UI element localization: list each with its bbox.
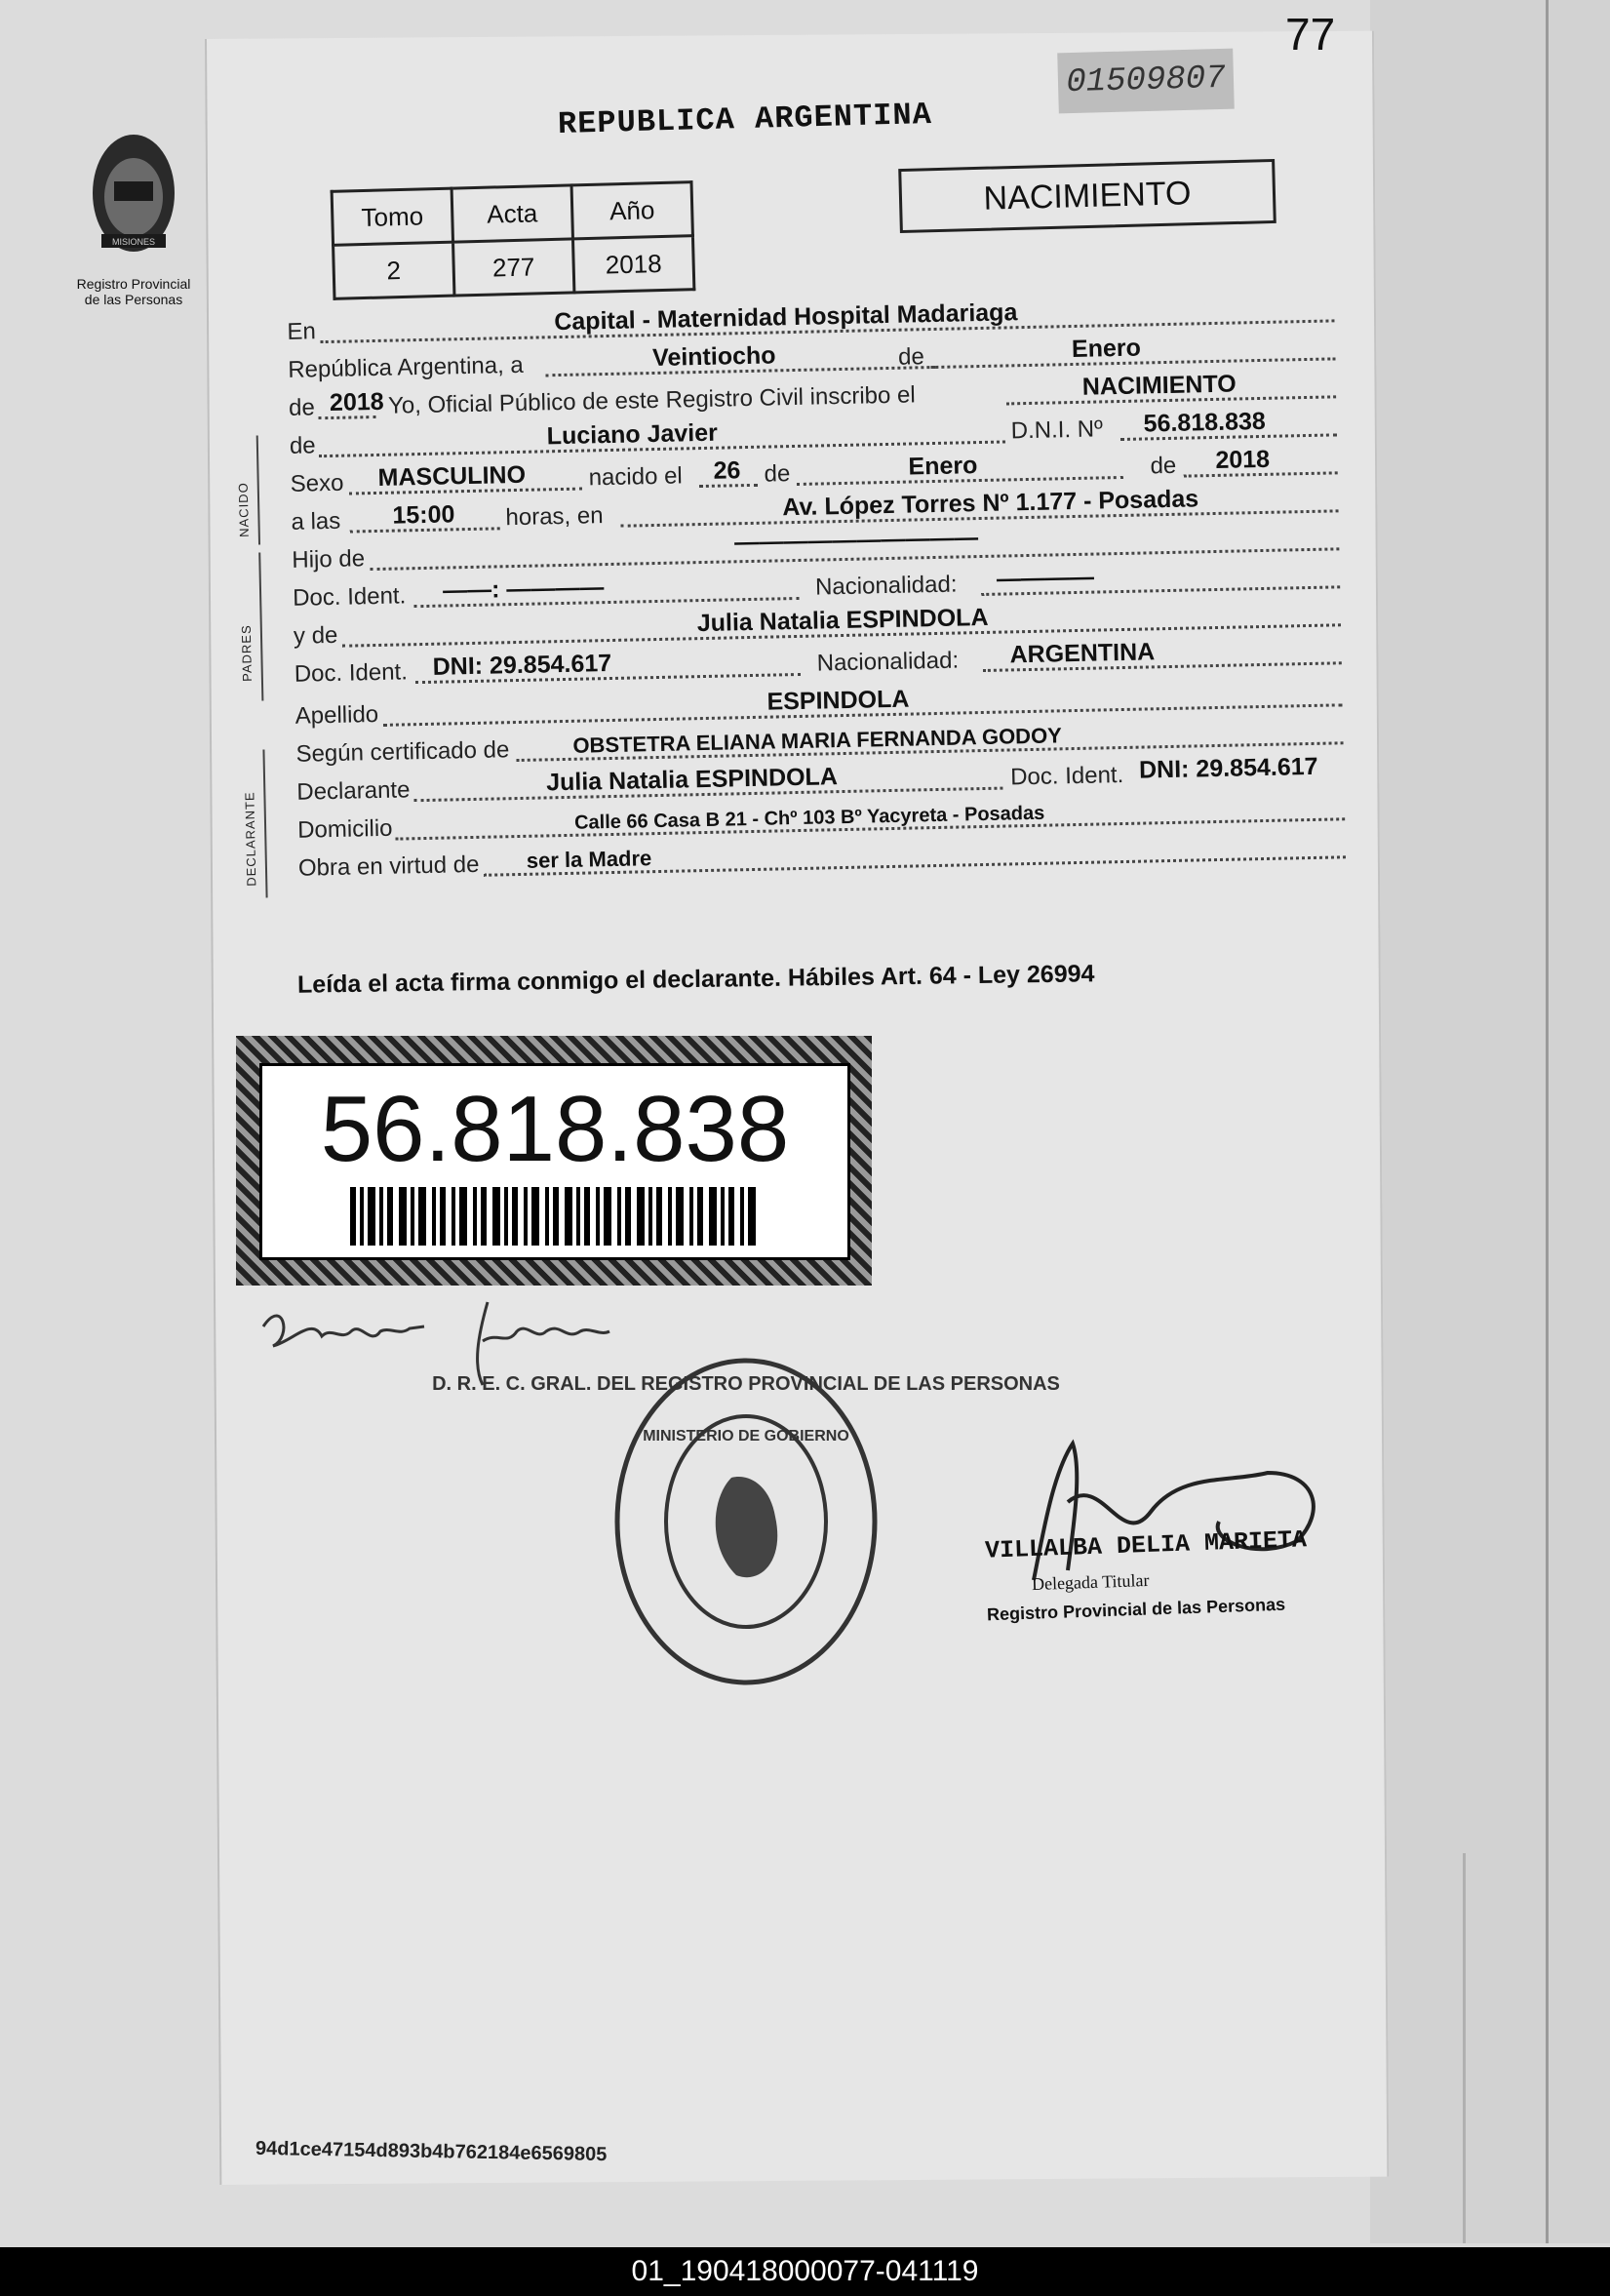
logo-caption-2: de las Personas bbox=[84, 292, 183, 307]
label-republica: República Argentina, a bbox=[288, 351, 525, 383]
value-declarante-name: Julia Natalia ESPINDOLA bbox=[545, 763, 839, 797]
barcode-icon bbox=[350, 1187, 760, 1246]
closing-statement: Leída el acta firma conmigo el declarante. Hábiles Art. 64 - Ley 26994 bbox=[296, 960, 1095, 999]
official-signature bbox=[975, 1434, 1336, 1590]
header-anio: Año bbox=[571, 182, 692, 239]
barcode-dni-number: 56.818.838 bbox=[320, 1077, 790, 1181]
label-de-3: de bbox=[1150, 452, 1177, 480]
label-doc-ident-2: Doc. Ident. bbox=[294, 658, 409, 688]
value-apellido: ESPINDOLA bbox=[766, 685, 910, 716]
label-y-de: y de bbox=[293, 621, 338, 650]
label-oficial: Yo, Oficial Público de este Registro Civil inscribo el bbox=[387, 381, 916, 419]
label-dni: D.N.I. Nº bbox=[1010, 416, 1104, 445]
record-table bbox=[331, 180, 696, 300]
label-doc-ident-3: Doc. Ident. bbox=[1009, 762, 1124, 791]
seal-inner-text: MINISTERIO DE GOBIERNO bbox=[643, 1428, 849, 1445]
value-father-nat: ———— bbox=[996, 563, 1095, 593]
registry-logo bbox=[60, 125, 207, 307]
label-de: de bbox=[897, 343, 925, 371]
value-birth-day: 26 bbox=[713, 456, 741, 485]
value-certificado: OBSTETRA ELIANA MARIA FERNANDA GODOY bbox=[572, 723, 1063, 758]
side-label-declarante: DECLARANTE bbox=[242, 791, 259, 887]
serial-number: 01509807 bbox=[1057, 49, 1235, 114]
page-number: 77 bbox=[1285, 9, 1336, 59]
value-declarante-doc: DNI: 29.854.617 bbox=[1138, 752, 1318, 784]
value-mother-doc: DNI: 29.854.617 bbox=[432, 649, 612, 681]
adjacent-page-strip bbox=[1370, 0, 1610, 2243]
header-acta: Acta bbox=[452, 185, 572, 242]
label-segun: Según certificado de bbox=[295, 736, 510, 768]
value-tomo: 2 bbox=[334, 242, 454, 298]
value-father-doc: ——: ———— bbox=[442, 574, 605, 605]
label-declarante: Declarante bbox=[296, 776, 411, 806]
header-tomo: Tomo bbox=[332, 188, 452, 245]
value-sexo: MASCULINO bbox=[377, 460, 527, 492]
value-year: 2018 bbox=[329, 387, 384, 416]
value-mother-nat: ARGENTINA bbox=[1009, 638, 1156, 669]
seal-outer-text: D. R. E. C. GRAL. DEL REGISTRO PROVINCIAL DE LAS PERSONAS bbox=[432, 1373, 1060, 1395]
footer-filename: 01_190418000077-041119 bbox=[631, 2255, 979, 2287]
logo-caption-1: Registro Provincial bbox=[76, 276, 191, 292]
label-de-year: de bbox=[288, 394, 316, 421]
label-nacionalidad-2: Nacionalidad: bbox=[816, 647, 960, 677]
record-table-value-row bbox=[334, 236, 694, 299]
coat-of-arms-icon bbox=[80, 125, 187, 271]
value-child-name: Luciano Javier bbox=[546, 418, 719, 451]
label-a-las: a las bbox=[291, 507, 341, 535]
official-title: Delegada Titular bbox=[1031, 1569, 1150, 1595]
dni-barcode-label bbox=[236, 1036, 872, 1286]
value-inscribo: NACIMIENTO bbox=[1081, 370, 1237, 401]
value-acta: 277 bbox=[453, 239, 574, 296]
side-label-padres: PADRES bbox=[238, 624, 255, 682]
value-day-words: Veintiocho bbox=[651, 341, 776, 373]
logo-seal-text: MISIONES bbox=[111, 237, 156, 247]
label-obra: Obra en virtud de bbox=[297, 851, 480, 882]
value-birth-year: 2018 bbox=[1215, 445, 1271, 474]
label-doc-ident-1: Doc. Ident. bbox=[292, 582, 407, 612]
value-anio: 2018 bbox=[572, 236, 693, 293]
label-de-2: de bbox=[764, 460, 791, 488]
official-seal bbox=[432, 1351, 1060, 1692]
record-table-header-row bbox=[332, 182, 692, 246]
certificate-form bbox=[235, 288, 1346, 887]
official-office: Registro Provincial de las Personas bbox=[986, 1594, 1286, 1625]
label-apellido: Apellido bbox=[295, 700, 379, 730]
value-mother-name: Julia Natalia ESPINDOLA bbox=[696, 603, 989, 638]
value-domicilio: Calle 66 Casa B 21 - Chº 103 Bº Yacyreta - Posadas bbox=[573, 802, 1045, 834]
label-nacido-el: nacido el bbox=[588, 462, 684, 492]
label-en: En bbox=[287, 318, 317, 345]
value-father-name: —————————— bbox=[733, 524, 979, 557]
country-heading: REPUBLICA ARGENTINA bbox=[557, 96, 933, 143]
value-place-registry: Capital - Maternidad Hospital Madariaga bbox=[554, 298, 1018, 336]
page-edge-line-lower bbox=[1463, 1853, 1466, 2243]
document-hash: 94d1ce47154d893b4b762184e6569805 bbox=[255, 2137, 608, 2166]
side-label-nacido: NACIDO bbox=[235, 482, 252, 537]
label-nacionalidad-1: Nacionalidad: bbox=[814, 571, 958, 601]
value-obra: ser la Madre bbox=[526, 846, 652, 873]
value-time: 15:00 bbox=[392, 500, 455, 530]
label-sexo: Sexo bbox=[290, 469, 344, 497]
label-de-name: de bbox=[289, 432, 316, 459]
record-type-box: NACIMIENTO bbox=[898, 159, 1276, 233]
value-month: Enero bbox=[1071, 334, 1142, 364]
value-birth-month: Enero bbox=[908, 452, 978, 481]
label-domicilio: Domicilio bbox=[296, 814, 393, 844]
official-name: VILLALBA DELIA MARIETA bbox=[984, 1525, 1308, 1565]
page-edge-line bbox=[1546, 0, 1549, 2243]
value-child-dni: 56.818.838 bbox=[1143, 407, 1267, 438]
label-horas-en: horas, en bbox=[505, 502, 604, 532]
label-hijo-de: Hijo de bbox=[292, 545, 366, 574]
value-birth-place: Av. López Torres Nº 1.177 - Posadas bbox=[782, 485, 1199, 522]
